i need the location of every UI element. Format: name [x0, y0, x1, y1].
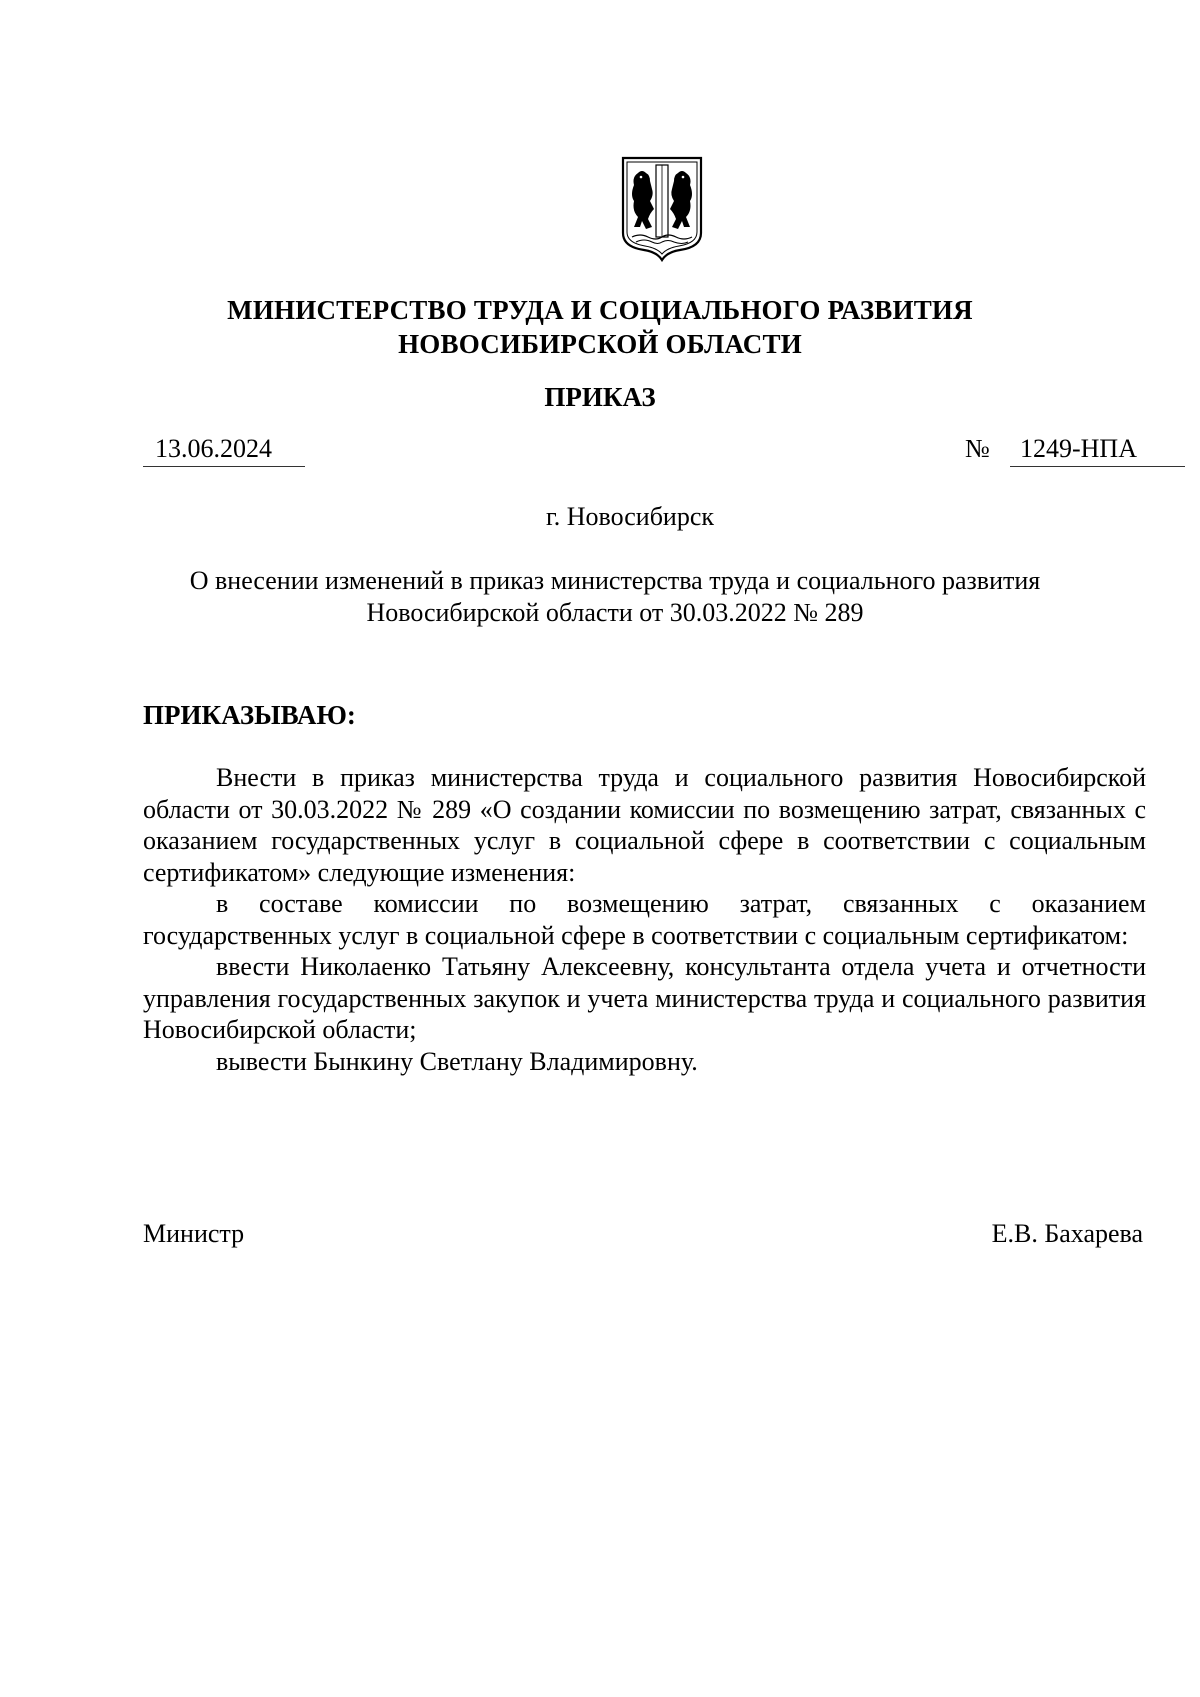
order-body [143, 762, 1146, 1077]
ministry-name-line-2: НОВОСИБИРСКОЙ ОБЛАСТИ [398, 329, 802, 359]
body-paragraph: в составе комиссии по возмещению затрат, связанных с оказанием государственных услуг в социальной сфере в соответствии с социальным сертификатом: [143, 889, 1146, 950]
signatory-title: Министр [143, 1219, 245, 1248]
city-name: г. Новосибирск [545, 502, 715, 531]
signatory-name: Е.В. Бахарева [991, 1219, 1143, 1248]
order-subject [140, 565, 1090, 629]
order-number: 1249-НПА [1010, 432, 1185, 467]
order-subject-line-2: Новосибирской области от 30.03.2022 № 289 [366, 598, 864, 627]
document-type-title: ПРИКАЗ [544, 382, 656, 412]
ministry-name-line-1: МИНИСТЕРСТВО ТРУДА И СОЦИАЛЬНОГО РАЗВИТИЯ [227, 295, 973, 325]
order-heading: ПРИКАЗЫВАЮ: [143, 700, 356, 730]
number-sign: № [965, 434, 990, 463]
coat-of-arms-icon [620, 155, 704, 263]
body-paragraph: Внести в приказ министерства труда и социального развития Новосибирской области от 30.03.2022 № 289 «О создании комиссии по возмещению затрат, связанных с оказанием государственных услуг в социальной сфере в соответствии с социальным сертификатом» следующие изменения: [143, 763, 1146, 887]
body-paragraph: ввести Николаенко Татьяну Алексеевну, консультанта отдела учета и отчетности управления государственных закупок и учета министерства труда и социального развития Новосибирской области; [143, 952, 1146, 1044]
ministry-name [0, 293, 1200, 361]
order-date: 13.06.2024 [143, 432, 305, 467]
body-paragraph: вывести Бынкину Светлану Владимировну. [216, 1046, 698, 1076]
order-subject-line-1: О внесении изменений в приказ министерства труда и социального развития [189, 566, 1041, 595]
